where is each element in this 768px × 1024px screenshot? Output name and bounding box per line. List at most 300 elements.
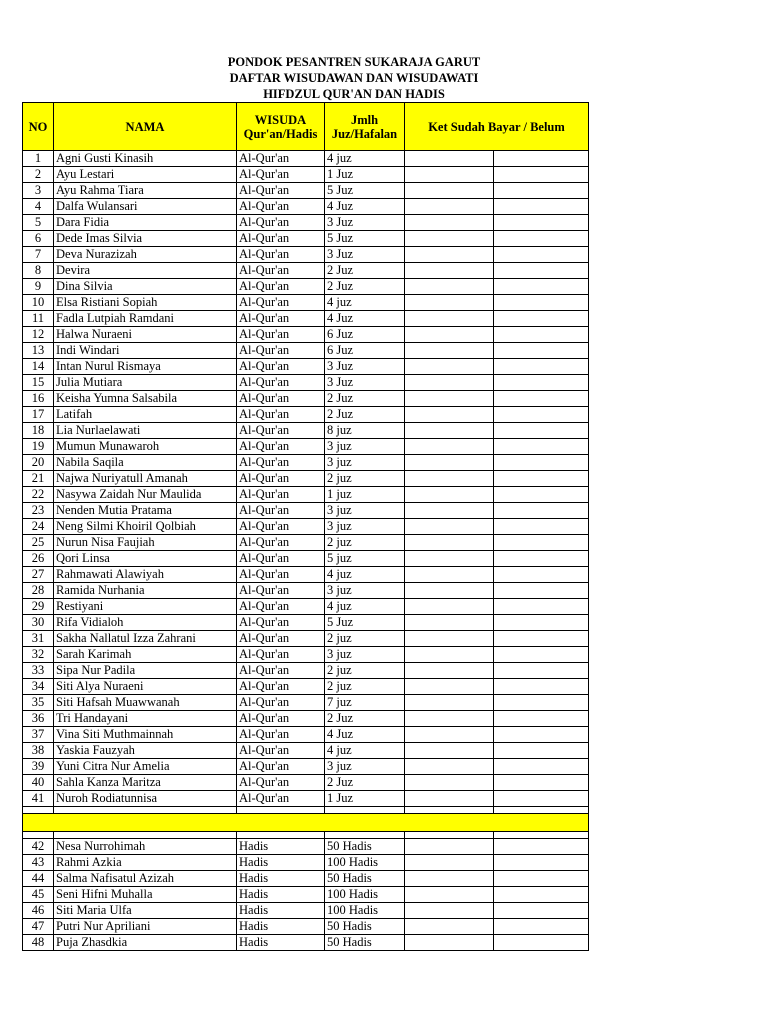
table-row xyxy=(23,247,589,263)
cell-jumlah: 1 juz xyxy=(325,487,405,503)
cell-no: 25 xyxy=(23,535,54,551)
cell-nama: Rahmi Azkia xyxy=(54,855,237,871)
table-row xyxy=(23,647,589,663)
cell-ket-1 xyxy=(405,711,494,727)
cell-nama: Siti Alya Nuraeni xyxy=(54,679,237,695)
cell-no: 17 xyxy=(23,407,54,423)
table-row xyxy=(23,919,589,935)
cell-ket-2 xyxy=(494,311,589,327)
table-row xyxy=(23,583,589,599)
cell-ket-2 xyxy=(494,535,589,551)
cell-ket-2 xyxy=(494,855,589,871)
cell-ket-1 xyxy=(405,551,494,567)
table-row xyxy=(23,679,589,695)
cell-no: 42 xyxy=(23,839,54,855)
cell-wisuda: Al-Qur'an xyxy=(237,551,325,567)
cell-jumlah: 7 juz xyxy=(325,695,405,711)
cell-nama: Sakha Nallatul Izza Zahrani xyxy=(54,631,237,647)
cell-jumlah: 4 juz xyxy=(325,151,405,167)
cell-no: 41 xyxy=(23,791,54,807)
cell-ket-1 xyxy=(405,679,494,695)
cell-ket-2 xyxy=(494,487,589,503)
cell-jumlah: 3 Juz xyxy=(325,247,405,263)
cell-ket-1 xyxy=(405,791,494,807)
cell-nama: Nabila Saqila xyxy=(54,455,237,471)
cell-ket-1 xyxy=(405,327,494,343)
cell-no: 1 xyxy=(23,151,54,167)
cell-ket-1 xyxy=(405,599,494,615)
cell-no: 47 xyxy=(23,919,54,935)
table-row xyxy=(23,599,589,615)
cell-nama: Salma Nafisatul Azizah xyxy=(54,871,237,887)
table-row xyxy=(23,935,589,951)
cell-ket-2 xyxy=(494,167,589,183)
cell-ket-1 xyxy=(405,167,494,183)
cell-nama: Seni Hifni Muhalla xyxy=(54,887,237,903)
cell-ket-1 xyxy=(405,247,494,263)
cell-ket-1 xyxy=(405,839,494,855)
title-line-2: DAFTAR WISUDAWAN DAN WISUDAWATI xyxy=(229,71,479,85)
cell-nama: Deva Nurazizah xyxy=(54,247,237,263)
cell-ket-2 xyxy=(494,343,589,359)
title-line-3: HIFDZUL QUR'AN DAN HADIS xyxy=(263,87,445,101)
table-row xyxy=(23,343,589,359)
cell-wisuda: Al-Qur'an xyxy=(237,391,325,407)
cell-jumlah: 100 Hadis xyxy=(325,903,405,919)
cell-ket-2 xyxy=(494,503,589,519)
cell-nama: Restiyani xyxy=(54,599,237,615)
cell-nama: Indi Windari xyxy=(54,343,237,359)
table-row xyxy=(23,519,589,535)
cell-jumlah: 1 Juz xyxy=(325,791,405,807)
cell-ket-2 xyxy=(494,247,589,263)
cell-no: 34 xyxy=(23,679,54,695)
cell-ket-2 xyxy=(494,567,589,583)
cell-ket-2 xyxy=(494,199,589,215)
cell-wisuda: Al-Qur'an xyxy=(237,263,325,279)
cell-wisuda: Al-Qur'an xyxy=(237,487,325,503)
table-row xyxy=(23,855,589,871)
cell-ket-1 xyxy=(405,391,494,407)
cell-ket-2 xyxy=(494,887,589,903)
cell-no: 36 xyxy=(23,711,54,727)
header-ket: Ket Sudah Bayar / Belum xyxy=(405,103,589,151)
cell-jumlah: 3 juz xyxy=(325,583,405,599)
cell-nama: Puja Zhasdkia xyxy=(54,935,237,951)
cell-ket-2 xyxy=(494,631,589,647)
cell-ket-2 xyxy=(494,647,589,663)
cell-jumlah: 100 Hadis xyxy=(325,855,405,871)
cell-jumlah: 2 juz xyxy=(325,471,405,487)
cell-ket-2 xyxy=(494,423,589,439)
cell-ket-1 xyxy=(405,567,494,583)
cell-wisuda: Al-Qur'an xyxy=(237,663,325,679)
cell-wisuda: Al-Qur'an xyxy=(237,407,325,423)
cell-ket-1 xyxy=(405,215,494,231)
cell-ket-1 xyxy=(405,375,494,391)
table-row xyxy=(23,711,589,727)
cell-ket-1 xyxy=(405,887,494,903)
cell-nama: Yaskia Fauzyah xyxy=(54,743,237,759)
cell-no: 44 xyxy=(23,871,54,887)
cell-jumlah: 3 Juz xyxy=(325,375,405,391)
header-jumlah: Jmlh Juz/Hafalan xyxy=(325,103,405,151)
cell-nama: Nuroh Rodiatunnisa xyxy=(54,791,237,807)
cell-jumlah: 3 Juz xyxy=(325,359,405,375)
cell-ket-1 xyxy=(405,743,494,759)
cell-no: 18 xyxy=(23,423,54,439)
cell-ket-2 xyxy=(494,471,589,487)
cell-ket-2 xyxy=(494,359,589,375)
cell-no: 46 xyxy=(23,903,54,919)
cell-jumlah: 3 juz xyxy=(325,455,405,471)
cell-nama: Najwa Nuriyatull Amanah xyxy=(54,471,237,487)
cell-wisuda: Al-Qur'an xyxy=(237,759,325,775)
table-row xyxy=(23,327,589,343)
cell-wisuda: Hadis xyxy=(237,855,325,871)
cell-wisuda: Al-Qur'an xyxy=(237,519,325,535)
cell-no: 22 xyxy=(23,487,54,503)
cell-ket-1 xyxy=(405,407,494,423)
cell-ket-1 xyxy=(405,455,494,471)
cell-jumlah: 8 juz xyxy=(325,423,405,439)
cell-jumlah: 3 juz xyxy=(325,503,405,519)
cell-jumlah: 1 Juz xyxy=(325,167,405,183)
cell-no: 28 xyxy=(23,583,54,599)
cell-nama: Fadla Lutpiah Ramdani xyxy=(54,311,237,327)
table-row xyxy=(23,231,589,247)
cell-ket-2 xyxy=(494,391,589,407)
table-row xyxy=(23,167,589,183)
cell-no: 8 xyxy=(23,263,54,279)
table-row xyxy=(23,487,589,503)
cell-ket-1 xyxy=(405,519,494,535)
title-line-1: PONDOK PESANTREN SUKARAJA GARUT xyxy=(227,55,481,69)
cell-ket-2 xyxy=(494,791,589,807)
cell-nama: Sarah Karimah xyxy=(54,647,237,663)
cell-ket-1 xyxy=(405,695,494,711)
table-row xyxy=(23,871,589,887)
table-row xyxy=(23,391,589,407)
cell-wisuda: Al-Qur'an xyxy=(237,503,325,519)
cell-ket-1 xyxy=(405,583,494,599)
cell-ket-2 xyxy=(494,583,589,599)
table-row xyxy=(23,407,589,423)
cell-nama: Julia Mutiara xyxy=(54,375,237,391)
table-row xyxy=(23,775,589,791)
cell-wisuda: Al-Qur'an xyxy=(237,727,325,743)
table-row xyxy=(23,439,589,455)
cell-jumlah: 4 juz xyxy=(325,599,405,615)
cell-ket-2 xyxy=(494,727,589,743)
cell-nama: Elsa Ristiani Sopiah xyxy=(54,295,237,311)
cell-ket-2 xyxy=(494,663,589,679)
cell-no: 5 xyxy=(23,215,54,231)
table-row xyxy=(23,615,589,631)
cell-nama: Sahla Kanza Maritza xyxy=(54,775,237,791)
cell-jumlah: 3 juz xyxy=(325,647,405,663)
cell-jumlah: 2 Juz xyxy=(325,391,405,407)
cell-nama: Ayu Rahma Tiara xyxy=(54,183,237,199)
cell-jumlah: 6 Juz xyxy=(325,343,405,359)
cell-wisuda: Al-Qur'an xyxy=(237,423,325,439)
cell-nama: Ramida Nurhania xyxy=(54,583,237,599)
cell-nama: Nurun Nisa Faujiah xyxy=(54,535,237,551)
cell-wisuda: Hadis xyxy=(237,839,325,855)
cell-nama: Siti Hafsah Muawwanah xyxy=(54,695,237,711)
cell-wisuda: Al-Qur'an xyxy=(237,247,325,263)
cell-no: 27 xyxy=(23,567,54,583)
cell-jumlah: 50 Hadis xyxy=(325,839,405,855)
cell-wisuda: Al-Qur'an xyxy=(237,583,325,599)
cell-wisuda: Al-Qur'an xyxy=(237,359,325,375)
cell-no: 21 xyxy=(23,471,54,487)
cell-no: 12 xyxy=(23,327,54,343)
cell-no: 33 xyxy=(23,663,54,679)
table-row xyxy=(23,295,589,311)
cell-no: 23 xyxy=(23,503,54,519)
table-row xyxy=(23,567,589,583)
cell-no: 20 xyxy=(23,455,54,471)
cell-nama: Neng Silmi Khoiril Qolbiah xyxy=(54,519,237,535)
header-wisuda: WISUDA Qur'an/Hadis xyxy=(237,103,325,151)
table-row xyxy=(23,535,589,551)
cell-ket-1 xyxy=(405,231,494,247)
cell-nama: Qori Linsa xyxy=(54,551,237,567)
blank-row xyxy=(23,807,589,814)
cell-nama: Nesa Nurrohimah xyxy=(54,839,237,855)
cell-jumlah: 2 juz xyxy=(325,663,405,679)
cell-ket-2 xyxy=(494,263,589,279)
quran-section xyxy=(23,151,589,807)
cell-no: 24 xyxy=(23,519,54,535)
table-row xyxy=(23,743,589,759)
cell-nama: Mumun Munawaroh xyxy=(54,439,237,455)
table-row xyxy=(23,423,589,439)
header-no: NO xyxy=(23,103,54,151)
cell-jumlah: 5 juz xyxy=(325,551,405,567)
cell-nama: Siti Maria Ulfa xyxy=(54,903,237,919)
graduates-table xyxy=(22,102,589,951)
cell-ket-2 xyxy=(494,839,589,855)
cell-ket-2 xyxy=(494,871,589,887)
cell-wisuda: Al-Qur'an xyxy=(237,679,325,695)
cell-wisuda: Al-Qur'an xyxy=(237,567,325,583)
cell-wisuda: Al-Qur'an xyxy=(237,647,325,663)
cell-no: 40 xyxy=(23,775,54,791)
table-row xyxy=(23,663,589,679)
table-row xyxy=(23,375,589,391)
cell-nama: Dalfa Wulansari xyxy=(54,199,237,215)
cell-no: 48 xyxy=(23,935,54,951)
yellow-separator-row xyxy=(23,814,589,832)
table-row xyxy=(23,151,589,167)
section-separator xyxy=(23,807,589,839)
cell-no: 3 xyxy=(23,183,54,199)
cell-nama: Halwa Nuraeni xyxy=(54,327,237,343)
cell-wisuda: Al-Qur'an xyxy=(237,215,325,231)
cell-ket-2 xyxy=(494,775,589,791)
cell-ket-1 xyxy=(405,343,494,359)
cell-ket-1 xyxy=(405,423,494,439)
cell-jumlah: 4 Juz xyxy=(325,199,405,215)
cell-nama: Nasywa Zaidah Nur Maulida xyxy=(54,487,237,503)
cell-jumlah: 2 Juz xyxy=(325,279,405,295)
cell-ket-1 xyxy=(405,855,494,871)
cell-no: 19 xyxy=(23,439,54,455)
cell-nama: Agni Gusti Kinasih xyxy=(54,151,237,167)
cell-ket-2 xyxy=(494,615,589,631)
cell-wisuda: Hadis xyxy=(237,935,325,951)
cell-ket-2 xyxy=(494,695,589,711)
cell-jumlah: 3 juz xyxy=(325,519,405,535)
cell-no: 31 xyxy=(23,631,54,647)
table-row xyxy=(23,199,589,215)
cell-nama: Dara Fidia xyxy=(54,215,237,231)
cell-nama: Lia Nurlaelawati xyxy=(54,423,237,439)
cell-no: 45 xyxy=(23,887,54,903)
table-row xyxy=(23,631,589,647)
cell-wisuda: Al-Qur'an xyxy=(237,151,325,167)
cell-ket-1 xyxy=(405,903,494,919)
cell-no: 38 xyxy=(23,743,54,759)
cell-wisuda: Hadis xyxy=(237,871,325,887)
table-row xyxy=(23,279,589,295)
cell-ket-1 xyxy=(405,183,494,199)
hadis-section xyxy=(23,839,589,951)
cell-ket-2 xyxy=(494,679,589,695)
cell-ket-1 xyxy=(405,151,494,167)
cell-nama: Dina Silvia xyxy=(54,279,237,295)
cell-ket-2 xyxy=(494,295,589,311)
cell-no: 4 xyxy=(23,199,54,215)
cell-ket-1 xyxy=(405,359,494,375)
cell-no: 30 xyxy=(23,615,54,631)
cell-no: 14 xyxy=(23,359,54,375)
cell-ket-1 xyxy=(405,727,494,743)
cell-wisuda: Al-Qur'an xyxy=(237,743,325,759)
cell-wisuda: Al-Qur'an xyxy=(237,631,325,647)
cell-wisuda: Al-Qur'an xyxy=(237,599,325,615)
table-row xyxy=(23,759,589,775)
cell-wisuda: Al-Qur'an xyxy=(237,167,325,183)
cell-jumlah: 50 Hadis xyxy=(325,871,405,887)
cell-jumlah: 2 Juz xyxy=(325,407,405,423)
cell-no: 10 xyxy=(23,295,54,311)
cell-no: 35 xyxy=(23,695,54,711)
table-row xyxy=(23,215,589,231)
cell-wisuda: Al-Qur'an xyxy=(237,311,325,327)
table-row xyxy=(23,455,589,471)
cell-ket-2 xyxy=(494,551,589,567)
cell-no: 15 xyxy=(23,375,54,391)
cell-wisuda: Al-Qur'an xyxy=(237,199,325,215)
cell-jumlah: 3 juz xyxy=(325,759,405,775)
table-row xyxy=(23,903,589,919)
cell-ket-1 xyxy=(405,871,494,887)
cell-ket-1 xyxy=(405,471,494,487)
cell-jumlah: 100 Hadis xyxy=(325,887,405,903)
cell-wisuda: Hadis xyxy=(237,903,325,919)
cell-no: 16 xyxy=(23,391,54,407)
cell-nama: Rahmawati Alawiyah xyxy=(54,567,237,583)
table-row xyxy=(23,503,589,519)
cell-no: 7 xyxy=(23,247,54,263)
cell-ket-2 xyxy=(494,519,589,535)
cell-nama: Nenden Mutia Pratama xyxy=(54,503,237,519)
cell-nama: Intan Nurul Rismaya xyxy=(54,359,237,375)
cell-ket-2 xyxy=(494,759,589,775)
cell-ket-1 xyxy=(405,919,494,935)
cell-ket-2 xyxy=(494,279,589,295)
table-row xyxy=(23,263,589,279)
cell-wisuda: Al-Qur'an xyxy=(237,455,325,471)
cell-wisuda: Al-Qur'an xyxy=(237,615,325,631)
cell-wisuda: Al-Qur'an xyxy=(237,711,325,727)
cell-jumlah: 50 Hadis xyxy=(325,919,405,935)
cell-wisuda: Al-Qur'an xyxy=(237,535,325,551)
cell-nama: Sipa Nur Padila xyxy=(54,663,237,679)
header-nama: NAMA xyxy=(54,103,237,151)
table-row xyxy=(23,183,589,199)
cell-nama: Yuni Citra Nur Amelia xyxy=(54,759,237,775)
header-row xyxy=(23,103,589,151)
cell-jumlah: 4 juz xyxy=(325,743,405,759)
cell-jumlah: 3 juz xyxy=(325,439,405,455)
cell-jumlah: 2 juz xyxy=(325,679,405,695)
cell-nama: Latifah xyxy=(54,407,237,423)
cell-jumlah: 2 juz xyxy=(325,631,405,647)
cell-ket-2 xyxy=(494,919,589,935)
cell-ket-1 xyxy=(405,775,494,791)
cell-ket-2 xyxy=(494,439,589,455)
cell-no: 13 xyxy=(23,343,54,359)
cell-no: 43 xyxy=(23,855,54,871)
cell-ket-1 xyxy=(405,487,494,503)
cell-jumlah: 3 Juz xyxy=(325,215,405,231)
cell-ket-2 xyxy=(494,903,589,919)
cell-wisuda: Al-Qur'an xyxy=(237,183,325,199)
cell-wisuda: Al-Qur'an xyxy=(237,439,325,455)
cell-ket-2 xyxy=(494,743,589,759)
table-row xyxy=(23,791,589,807)
cell-ket-2 xyxy=(494,215,589,231)
cell-wisuda: Al-Qur'an xyxy=(237,343,325,359)
cell-nama: Devira xyxy=(54,263,237,279)
cell-ket-2 xyxy=(494,711,589,727)
cell-ket-1 xyxy=(405,199,494,215)
cell-nama: Ayu Lestari xyxy=(54,167,237,183)
table-row xyxy=(23,887,589,903)
cell-wisuda: Al-Qur'an xyxy=(237,791,325,807)
cell-ket-2 xyxy=(494,327,589,343)
table-row xyxy=(23,471,589,487)
cell-ket-2 xyxy=(494,231,589,247)
cell-no: 32 xyxy=(23,647,54,663)
table-row xyxy=(23,551,589,567)
cell-ket-2 xyxy=(494,407,589,423)
cell-no: 6 xyxy=(23,231,54,247)
cell-jumlah: 5 Juz xyxy=(325,231,405,247)
cell-jumlah: 5 Juz xyxy=(325,183,405,199)
cell-no: 11 xyxy=(23,311,54,327)
cell-ket-1 xyxy=(405,503,494,519)
cell-wisuda: Hadis xyxy=(237,919,325,935)
cell-ket-1 xyxy=(405,311,494,327)
cell-no: 2 xyxy=(23,167,54,183)
cell-jumlah: 5 Juz xyxy=(325,615,405,631)
table-row xyxy=(23,727,589,743)
